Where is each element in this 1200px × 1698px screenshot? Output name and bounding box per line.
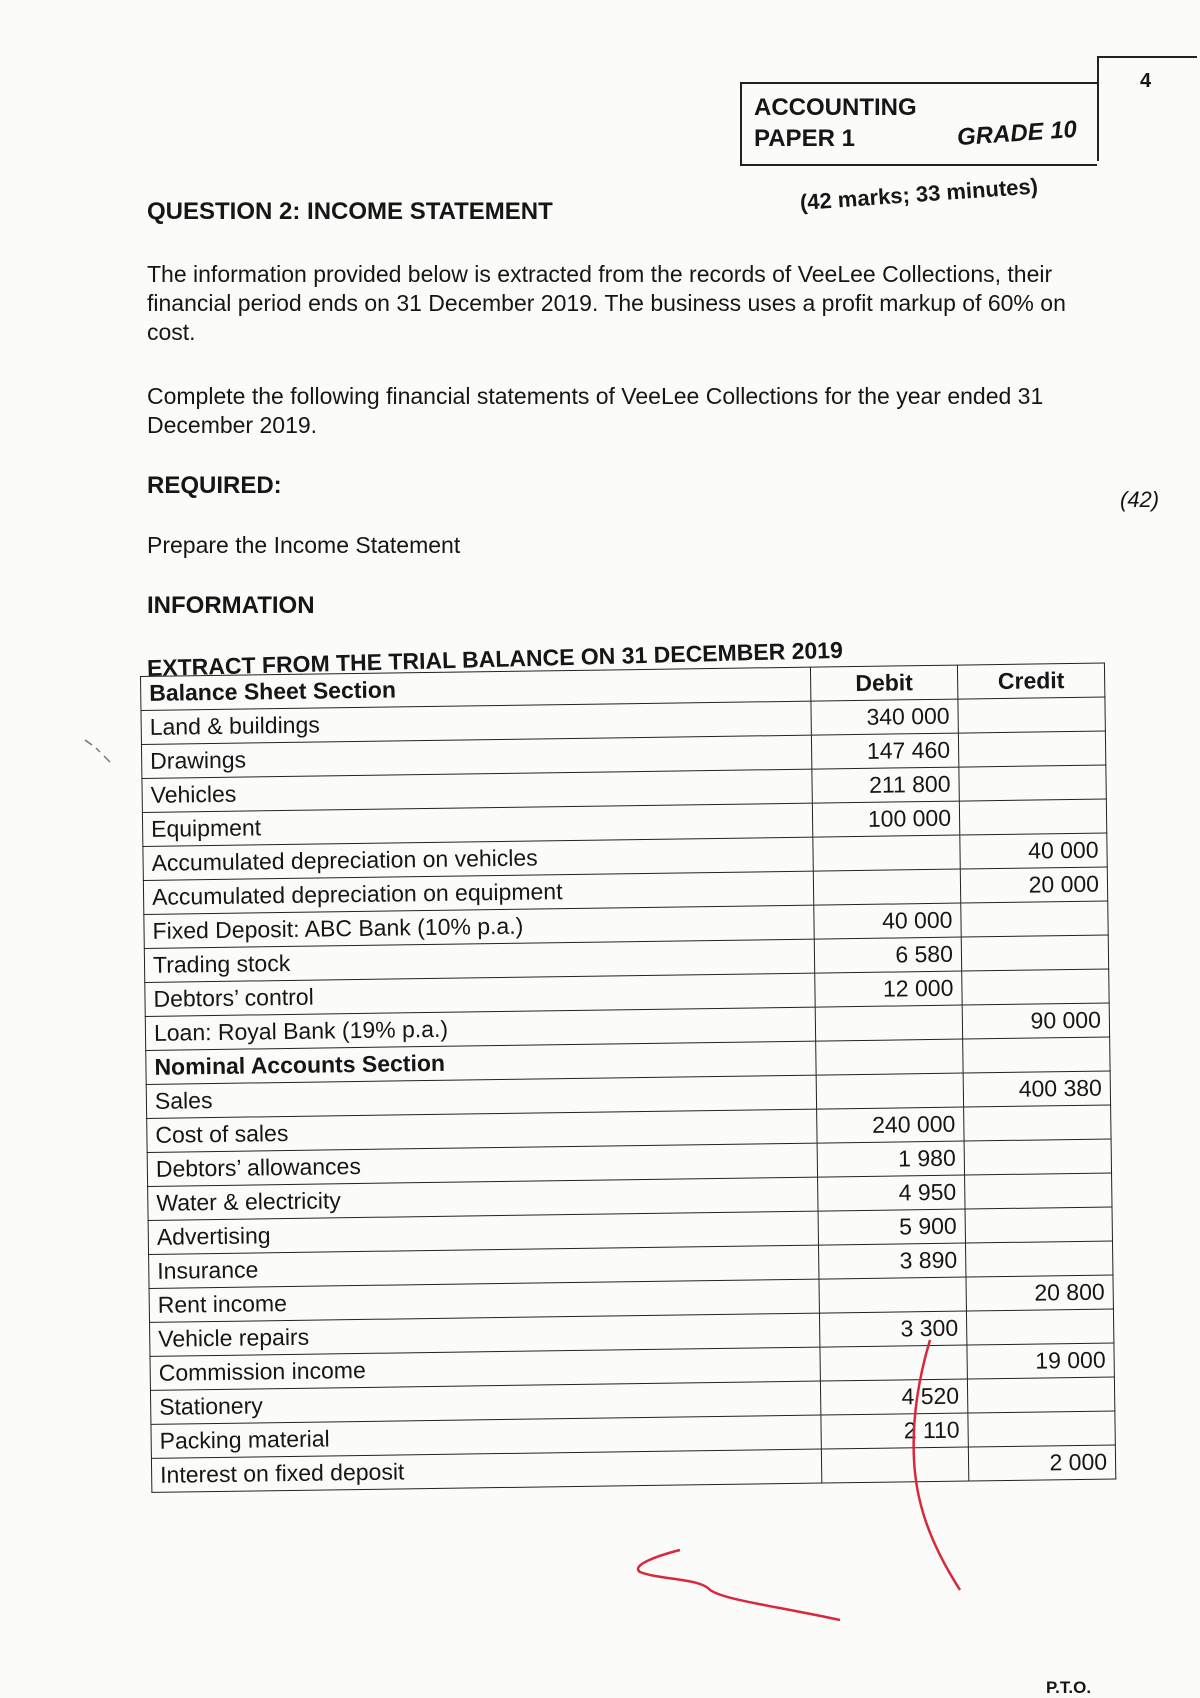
credit-cell: 20 800 [966, 1275, 1114, 1311]
required-marks: (42) [1120, 487, 1160, 512]
credit-cell [962, 969, 1110, 1005]
debit-cell: 100 000 [812, 801, 959, 837]
debit-cell [820, 1345, 967, 1381]
account-name-cell: Land & buildings [141, 701, 811, 744]
debit-cell [815, 1005, 962, 1041]
debit-cell: 3 300 [819, 1311, 966, 1347]
debit-cell [813, 869, 960, 905]
debit-cell: 2 110 [821, 1413, 968, 1449]
account-name-cell: Vehicle repairs [150, 1313, 820, 1356]
account-name-cell: Vehicles [142, 769, 812, 812]
grade-label: GRADE 10 [956, 115, 1078, 152]
instruction-paragraph: Complete the following financial statements of VeeLee Collections for the year ended 31 December 2019. [147, 383, 1044, 438]
subject-label [754, 92, 917, 154]
margin-pencil-mark [85, 740, 110, 762]
credit-cell: 2 000 [968, 1445, 1116, 1481]
account-name-cell: Water & electricity [148, 1177, 818, 1220]
subject-line-2: PAPER 1 [754, 125, 855, 152]
debit-cell: 4 950 [817, 1175, 964, 1211]
credit-cell [965, 1173, 1113, 1209]
account-name-cell: Fixed Deposit: ABC Bank (10% p.a.) [144, 905, 814, 948]
account-name-cell: Accumulated depreciation on equipment [143, 871, 813, 914]
required-heading: REQUIRED: [147, 472, 282, 499]
credit-cell [968, 1411, 1116, 1447]
debit-cell: 147 460 [811, 733, 958, 769]
trial-balance-title: EXTRACT FROM THE TRIAL BALANCE ON 31 DECEMBER 2019 [146, 636, 844, 681]
debit-cell [819, 1277, 966, 1313]
credit-cell [964, 1139, 1112, 1175]
debit-cell [816, 1039, 963, 1075]
debit-cell: 340 000 [811, 699, 958, 735]
credit-cell [966, 1309, 1114, 1345]
account-name-cell: Debtors’ allowances [147, 1143, 817, 1186]
account-name-cell: Insurance [149, 1245, 819, 1288]
debit-cell: 6 580 [814, 937, 961, 973]
balance-sheet-section-heading: Balance Sheet Section [141, 667, 811, 710]
debit-cell: 40 000 [814, 903, 961, 939]
account-name-cell: Equipment [142, 803, 812, 846]
account-name-cell: Rent income [149, 1279, 819, 1322]
account-name-cell: Debtors’ control [145, 973, 815, 1016]
credit-cell [967, 1377, 1115, 1413]
account-name-cell: Advertising [148, 1211, 818, 1254]
account-name-cell: Loan: Royal Bank (19% p.a.) [145, 1007, 815, 1050]
debit-cell: 240 000 [817, 1107, 964, 1143]
header-divider [1097, 56, 1099, 161]
account-name-cell: Accumulated depreciation on vehicles [143, 837, 813, 880]
account-name-cell: Trading stock [144, 939, 814, 982]
account-name-cell: Stationery [150, 1381, 820, 1424]
credit-cell: 20 000 [960, 867, 1108, 903]
information-heading: INFORMATION [147, 592, 315, 619]
header-topline [1097, 56, 1197, 58]
credit-cell: 19 000 [967, 1343, 1115, 1379]
credit-cell [958, 731, 1106, 767]
debit-cell [813, 835, 960, 871]
credit-column-header: Credit [957, 663, 1105, 699]
credit-cell [959, 765, 1107, 801]
debit-cell: 4 520 [820, 1379, 967, 1415]
account-name-cell: Cost of sales [147, 1109, 817, 1152]
credit-cell [963, 1037, 1111, 1073]
credit-cell: 400 380 [963, 1071, 1111, 1107]
subject-line-1: ACCOUNTING [754, 94, 917, 121]
subject-header-box [740, 82, 1097, 166]
credit-cell [961, 901, 1109, 937]
credit-cell [965, 1207, 1113, 1243]
task-text: Prepare the Income Statement [147, 532, 461, 558]
trial-balance-table [140, 663, 1116, 1493]
debit-cell: 12 000 [815, 971, 962, 1007]
debit-cell [821, 1447, 968, 1483]
account-name-cell: Packing material [151, 1415, 821, 1458]
credit-cell [958, 697, 1106, 733]
credit-cell [965, 1241, 1113, 1277]
account-name-cell: Sales [146, 1075, 816, 1118]
debit-cell [816, 1073, 963, 1109]
trial-balance-table-wrapper [140, 663, 1116, 1493]
question-marks-time: (42 marks; 33 minutes) [799, 173, 1039, 215]
debit-cell: 211 800 [812, 767, 959, 803]
red-pen-scribble [638, 1550, 840, 1620]
account-name-cell: Commission income [150, 1347, 820, 1390]
credit-cell: 40 000 [960, 833, 1108, 869]
debit-cell: 1 980 [817, 1141, 964, 1177]
page-number: 4 [1140, 70, 1152, 92]
intro-paragraph: The information provided below is extracted from the records of VeeLee Collections, their financial period ends on 31 December 2019. The business uses a profit markup of 60% on cost. [147, 261, 1066, 345]
debit-column-header: Debit [810, 665, 957, 701]
credit-cell [964, 1105, 1112, 1141]
debit-cell: 5 900 [818, 1209, 965, 1245]
debit-cell: 3 890 [818, 1243, 965, 1279]
question-title: QUESTION 2: INCOME STATEMENT [147, 198, 553, 225]
credit-cell: 90 000 [962, 1003, 1110, 1039]
credit-cell [959, 799, 1107, 835]
account-name-cell: Interest on fixed deposit [151, 1449, 821, 1492]
account-name-cell: Drawings [141, 735, 811, 778]
credit-cell [961, 935, 1109, 971]
pto-footer: P.T.O. [1046, 1678, 1092, 1697]
nominal-section-heading: Nominal Accounts Section [146, 1041, 816, 1084]
